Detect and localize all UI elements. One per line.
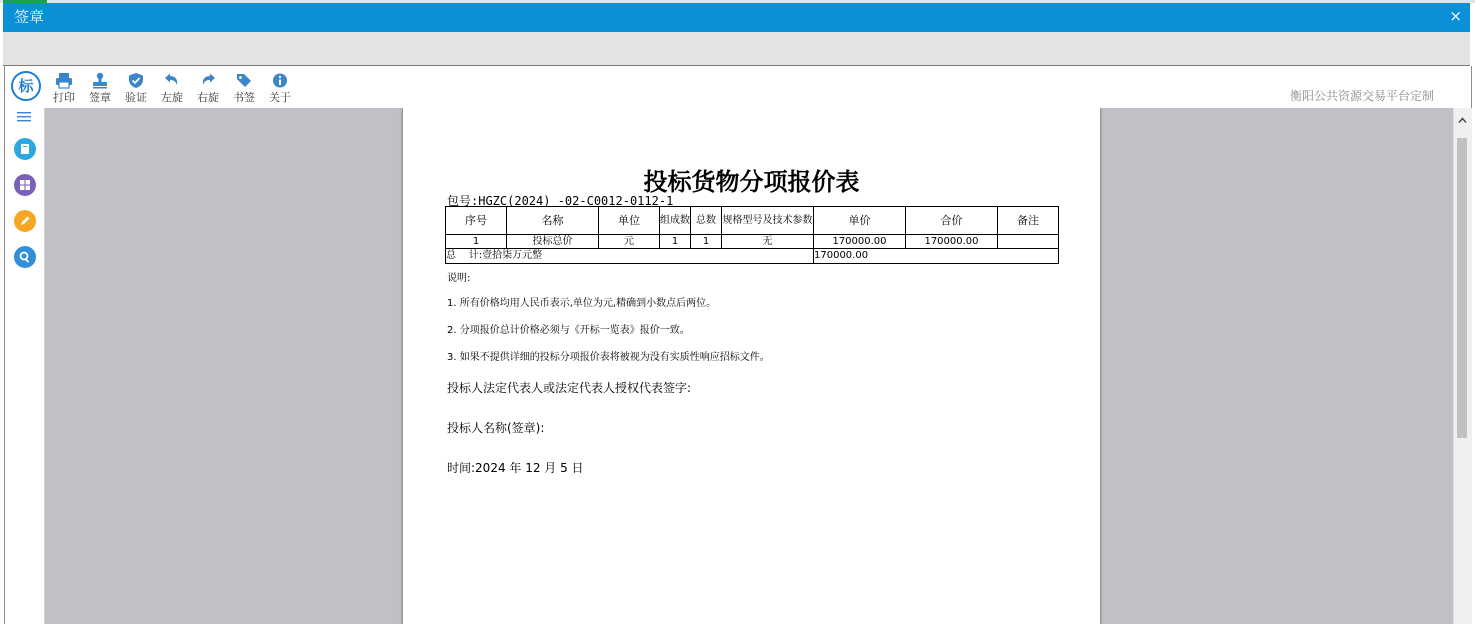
quote-table (445, 206, 1059, 264)
scrollbar-thumb[interactable] (1457, 138, 1467, 438)
note-item: 3. 如果不提供详细的投标分项报价表将被视为没有实质性响应招标文件。 (447, 352, 770, 363)
table-total-row (446, 249, 1059, 264)
document-page (403, 108, 1100, 624)
table-header-cell: 单价 (814, 207, 906, 235)
document-viewer (45, 108, 1453, 624)
sidebar-page-button[interactable] (14, 138, 36, 160)
stamp-label: 签章 (89, 91, 111, 104)
bidder-name-line: 投标人名称(签章): (447, 421, 545, 435)
printer-icon (55, 72, 73, 89)
table-cell: 1 (691, 235, 722, 249)
table-header-cell: 备注 (998, 207, 1059, 235)
date-line: 时间:2024 年 12 月 5 日 (447, 461, 584, 475)
scroll-up-icon[interactable] (1458, 116, 1467, 125)
shield-check-icon (127, 72, 145, 89)
table-cell: 1 (660, 235, 691, 249)
table-header-cell: 合价 (906, 207, 998, 235)
dialog-title: 签章 (14, 8, 45, 26)
table-cell: 170000.00 (814, 235, 906, 249)
note-item: 2. 分项报价总计价格必须与《开标一览表》报价一致。 (447, 325, 690, 336)
rotate-right-icon (199, 72, 217, 89)
table-cell (998, 235, 1059, 249)
notes-title: 说明: (447, 273, 471, 284)
table-row (446, 235, 1059, 249)
table-cell: 170000.00 (906, 235, 998, 249)
table-header-row (446, 207, 1059, 235)
rotate-right-label: 右旋 (197, 91, 219, 104)
table-cell: 1 (446, 235, 507, 249)
rotate-left-button[interactable] (158, 72, 186, 105)
table-header-cell: 规格型号及技术参数 (722, 207, 814, 235)
note-item: 1. 所有价格均用人民币表示,单位为元,精确到小数点后两位。 (447, 298, 717, 309)
print-label: 打印 (53, 91, 75, 104)
table-header-cell: 名称 (507, 207, 599, 235)
rotate-right-button[interactable] (194, 72, 222, 105)
stamp-button[interactable] (86, 72, 114, 105)
tag-icon (235, 72, 253, 89)
page-icon (18, 142, 32, 156)
table-header-cell: 总数 (691, 207, 722, 235)
vertical-scrollbar[interactable] (1453, 108, 1472, 624)
info-icon (271, 72, 289, 89)
rotate-left-icon (163, 72, 181, 89)
dialog-titlebar (3, 3, 1470, 32)
verify-button[interactable] (122, 72, 150, 105)
print-button[interactable] (50, 72, 78, 105)
toolbar (5, 66, 1471, 109)
sidebar-thumbnails-button[interactable] (14, 174, 36, 196)
close-icon[interactable]: × (1449, 7, 1462, 25)
rotate-left-label: 左旋 (161, 91, 183, 104)
pen-icon (18, 214, 32, 228)
app-logo: 标 (11, 71, 41, 101)
representative-signature-line: 投标人法定代表人或法定代表人授权代表签字: (447, 381, 692, 395)
sidebar-search-button[interactable] (14, 246, 36, 268)
thumbnails-icon (18, 178, 32, 192)
platform-brand: 衡阳公共资源交易平台定制 (1289, 89, 1434, 103)
table-cell: 无 (722, 235, 814, 249)
total-label: 总 计:壹拾柒万元整 (446, 249, 814, 264)
sidebar-annotate-button[interactable] (14, 210, 36, 232)
dialog-subbar (3, 32, 1470, 66)
stamp-icon (91, 72, 109, 89)
total-value: 170000.00 (814, 249, 1059, 264)
bookmark-button[interactable] (230, 72, 258, 105)
about-label: 关于 (269, 91, 291, 104)
verify-label: 验证 (125, 91, 147, 104)
search-icon (18, 250, 32, 264)
bookmark-label: 书签 (233, 91, 255, 104)
document-title: 投标货物分项报价表 (643, 167, 860, 196)
package-number: 包号:HGZC(2024) -02-C0012-0112-1 (447, 194, 674, 208)
table-header-cell: 组成数 (660, 207, 691, 235)
left-sidebar (5, 108, 45, 624)
about-button[interactable] (266, 72, 294, 105)
signature-viewer-frame (4, 66, 1472, 624)
table-header-cell: 序号 (446, 207, 507, 235)
table-cell: 投标总价 (507, 235, 599, 249)
table-header-cell: 单位 (599, 207, 660, 235)
table-cell: 元 (599, 235, 660, 249)
menu-icon[interactable] (17, 112, 31, 122)
